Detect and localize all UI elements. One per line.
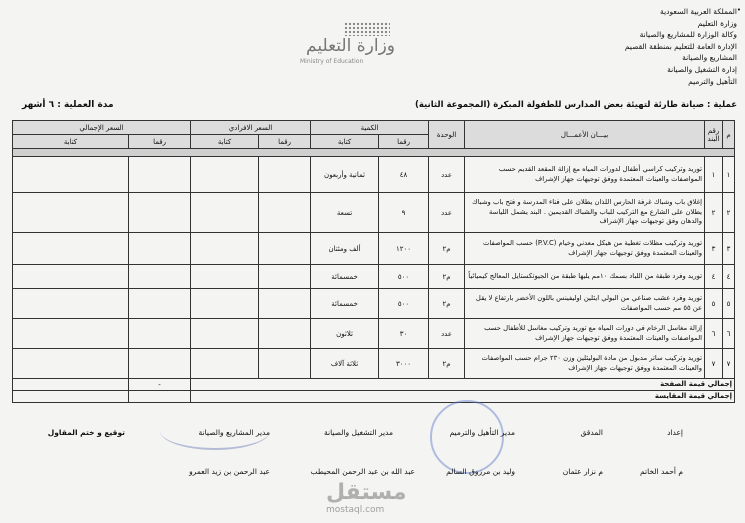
watermark-latin: mostaql.com [326, 505, 385, 515]
signature-title-rehab-manager: مدير التأهيل والترميم [449, 428, 515, 437]
row-unit: م٢ [429, 349, 465, 379]
col-total-price: السعر الإجمالي [13, 121, 191, 135]
row-unit: م٢ [429, 233, 465, 265]
signature-title-contractor: توقيع و ختم المقاول [47, 428, 125, 437]
row-total-num[interactable] [129, 233, 191, 265]
row-m: ٢ [723, 193, 735, 233]
signature-title-prepared: إعداد [667, 428, 683, 437]
table-row [13, 349, 735, 379]
row-unit-price-text[interactable] [191, 289, 259, 319]
row-desc: توريد وفرد طبقة من اللباد بسمك ١٠مم يليها طبقة من الجيوتكستايل المعالج كيميائياً [465, 265, 705, 289]
signature-name-rehab-manager: وليد بن مرزوق السالم [446, 467, 515, 476]
row-unit-price-num[interactable] [259, 289, 311, 319]
row-m: ٣ [723, 233, 735, 265]
row-unit-price-num[interactable] [259, 233, 311, 265]
row-m: ٥ [723, 289, 735, 319]
row-qty-text: تسعة [311, 193, 379, 233]
signature-name-projects-manager: عبد الرحمن بن زيد العمرو [189, 467, 270, 476]
unit-price-words-header: كتابة [191, 135, 259, 149]
row-total-text[interactable] [13, 319, 129, 349]
row-total-num[interactable] [129, 289, 191, 319]
col-unit-price: السعر الافرادي [191, 121, 311, 135]
row-unit-price-text[interactable] [191, 193, 259, 233]
page-total-num[interactable]: - [129, 379, 191, 391]
row-m: ٦ [723, 319, 735, 349]
header-line: وكالة الوزارة للمشاريع والصيانة [639, 30, 737, 40]
row-unit-price-num[interactable] [259, 319, 311, 349]
header-line: وزارة التعليم [697, 18, 737, 28]
row-unit-price-num[interactable] [259, 349, 311, 379]
header-line: الإدارة العامة للتعليم بمنطقة القصيم [624, 41, 737, 51]
page-total-label: إجمالي قيمة الصفحة [191, 379, 735, 391]
row-total-num[interactable] [129, 349, 191, 379]
row-total-text[interactable] [13, 233, 129, 265]
unit-price-digits-header: رقما [259, 135, 311, 149]
row-no: ٣ [705, 233, 723, 265]
row-unit: عدد [429, 319, 465, 349]
table-row [13, 193, 735, 233]
row-total-num[interactable] [129, 193, 191, 233]
total-digits-header: رقما [129, 135, 191, 149]
table-row [13, 319, 735, 349]
row-qty-num: ٣٠ [379, 319, 429, 349]
col-qty: الكمية [311, 121, 429, 135]
row-no: ١ [705, 157, 723, 193]
contract-total-label: إجمالي قيمة المقايسة [191, 391, 735, 403]
ministry-logo [300, 22, 395, 66]
row-total-num[interactable] [129, 319, 191, 349]
row-m: ٤ [723, 265, 735, 289]
col-m: م [723, 121, 735, 149]
row-total-text[interactable] [13, 289, 129, 319]
row-no: ٧ [705, 349, 723, 379]
signature-title-ops-manager: مدير التشغيل والصيانة [324, 428, 393, 437]
row-no: ٥ [705, 289, 723, 319]
row-unit-price-num[interactable] [259, 265, 311, 289]
col-unit: الوحدة [429, 121, 465, 149]
table-row [13, 265, 735, 289]
table-row [13, 233, 735, 265]
row-desc: توريد وتركيب ساتر مدبول من مادة البوليثلين وزن ٢٣٠ جرام حسب المواصفات والعينات المعتمدة ووفق توجيهات جهاز الإشراف [465, 349, 705, 379]
row-qty-text: خمسمائة [311, 265, 379, 289]
operation-title: عملية : صيانة طارئة لتهيئة بعض المدارس للطفولة المبكرة (المجموعة الثانية) [415, 100, 737, 110]
signature-title-auditor: المدقق [580, 428, 603, 437]
logo-dots [344, 22, 390, 36]
header-line: المملكة العربية السعودية [660, 7, 737, 16]
row-unit-price-num[interactable] [259, 193, 311, 233]
row-unit: عدد [429, 157, 465, 193]
row-total-num[interactable] [129, 265, 191, 289]
row-desc: إزالة مغاسل الرخام في دورات المياه مع توريد وتركيب مغاسل للأطفال حسب المواصفات والعينات المعتمدة ووفق توجيهات جهاز الإشراف [465, 319, 705, 349]
row-unit-price-text[interactable] [191, 265, 259, 289]
row-qty-text: ثلاثون [311, 319, 379, 349]
signature-name-auditor: م نزار عثمان [562, 467, 603, 476]
row-unit-price-text[interactable] [191, 157, 259, 193]
row-desc: توريد وتركيب كراسي أطفال لدورات المياه مع إزالة المقعد القديم حسب المواصفات والعينات المعتمدة ووفق توجيهات جهاز الإشراف [465, 157, 705, 193]
qty-digits-header: رقما [379, 135, 429, 149]
row-qty-num: ٥٠٠ [379, 289, 429, 319]
header-line: إدارة التشغيل والصيانة [667, 64, 737, 74]
row-qty-text: ثمانية وأربعون [311, 157, 379, 193]
contract-total-row [13, 391, 735, 403]
row-unit: عدد [429, 193, 465, 233]
row-qty-num: ٩ [379, 193, 429, 233]
row-unit-price-text[interactable] [191, 349, 259, 379]
row-qty-text: ألف ومئتان [311, 233, 379, 265]
logo-arabic: وزارة التعليم [306, 36, 395, 56]
row-desc: إغلاق باب وشباك غرفة الحارس اللذان يطلان على فناء المدرسة و فتح باب وشباك يطلان على الشارع مع التركيب للباب والشباك القديمين . البند يشمل اللياسة والدهان وفق توجيهات جهاز الإشراف [465, 193, 705, 233]
row-unit: م٢ [429, 265, 465, 289]
row-total-text[interactable] [13, 265, 129, 289]
total-words-header: كتابة [13, 135, 129, 149]
signature-name-ops-manager: عبد الله بن عبد الرحمن المحيطب [310, 467, 415, 476]
row-total-text[interactable] [13, 349, 129, 379]
row-qty-text: خمسمائة [311, 289, 379, 319]
col-statement: بيـــان الأعمـــال [465, 121, 705, 149]
col-item-no: رقم البند [705, 121, 723, 149]
row-qty-num: ٤٨ [379, 157, 429, 193]
row-qty-num: ١٢٠٠ [379, 233, 429, 265]
row-total-num[interactable] [129, 157, 191, 193]
separator-row [13, 149, 735, 157]
row-qty-text: ثلاثة آلاف [311, 349, 379, 379]
row-qty-num: ٥٠٠ [379, 265, 429, 289]
header-line: المشاريع والصيانة [682, 53, 737, 63]
signature-name-prepared: م أحمد الخاتم [640, 467, 683, 476]
header-line: التأهيل والترميم [688, 76, 737, 86]
table-row [13, 289, 735, 319]
official-stamp [430, 400, 504, 474]
signature-title-projects-manager: مدير المشاريع والصيانة [198, 428, 270, 437]
contract-total-num[interactable] [129, 391, 191, 403]
bill-of-quantities-table [12, 120, 735, 403]
row-desc: توريد وتركيب مظلات تغطية من هيكل معدني وخيام (P.V.C) حسب المواصفات والعينات المعتمدة ووفق توجيهات جهاز الإشراف [465, 233, 705, 265]
row-unit: م٢ [429, 289, 465, 319]
watermark-arabic: مستقل [326, 480, 407, 505]
row-m: ٧ [723, 349, 735, 379]
operation-duration: مدة العملية : ٦ أشهر [22, 100, 114, 110]
header-block [527, 6, 737, 87]
row-desc: توريد وفرد عشب صناعي من البولي ايثلين اوليفينس باللون الأخضر بارتفاع لا يقل عن ٥٥ مم حسب المواصفات [465, 289, 705, 319]
row-unit-price-num[interactable] [259, 157, 311, 193]
row-total-text[interactable] [13, 157, 129, 193]
page-total-row [13, 379, 735, 391]
row-no: ٤ [705, 265, 723, 289]
bullet-mark: • [736, 6, 741, 14]
row-qty-num: ٣٠٠٠ [379, 349, 429, 379]
contract-total-text[interactable] [13, 391, 129, 403]
row-total-text[interactable] [13, 193, 129, 233]
row-unit-price-text[interactable] [191, 319, 259, 349]
row-no: ٢ [705, 193, 723, 233]
row-unit-price-text[interactable] [191, 233, 259, 265]
logo-english: Ministry of Education [300, 58, 364, 65]
page-total-text[interactable] [13, 379, 129, 391]
row-m: ١ [723, 157, 735, 193]
qty-words-header: كتابة [311, 135, 379, 149]
table-row [13, 157, 735, 193]
row-no: ٦ [705, 319, 723, 349]
